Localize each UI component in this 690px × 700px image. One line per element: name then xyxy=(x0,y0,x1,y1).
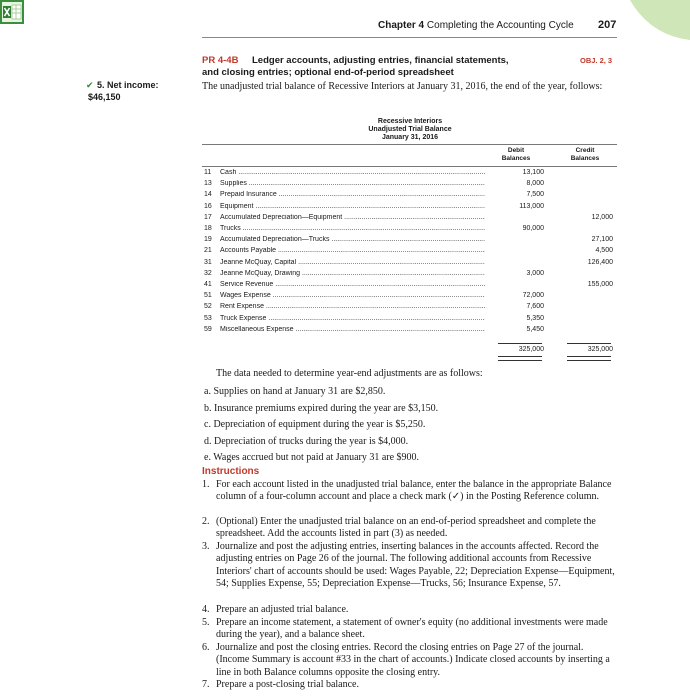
credit-cell: 126,400 xyxy=(587,258,613,266)
debit-cell: 3,000 xyxy=(526,269,544,277)
debit-header-line1: Debit xyxy=(507,147,525,154)
account-name-cell: Service Revenue ..... xyxy=(220,281,485,288)
instruction-text: Journalize and post the closing entries. Record the closing entries on Page 27 of the journal. (Income Summary is account #33 in the chart of accounts.) Indicate closed accounts by inserting a line in both Balance columns opposite the closing entry. xyxy=(216,642,610,678)
credit-cell: 27,100 xyxy=(591,236,613,244)
tb-date: January 31, 2016 xyxy=(381,134,439,141)
instruction-text: (Optional) Enter the unadjusted trial balance on an end-of-period spreadsheet and complete the spreadsheet. Add the accounts listed in part (3) as needed. xyxy=(216,516,596,540)
account-name-cell: Accounts Payable ..... xyxy=(220,247,485,254)
account-name-cell: Jeanne McQuay, Capital ..... xyxy=(220,259,485,266)
table-row xyxy=(204,247,617,258)
debit-cell: 72,000 xyxy=(522,292,544,300)
debit-cell: 90,000 xyxy=(522,225,544,232)
instruction-item xyxy=(202,617,618,642)
instructions-heading: Instructions xyxy=(202,466,260,477)
table-row xyxy=(204,259,617,270)
instruction-item xyxy=(202,679,618,691)
instruction-item xyxy=(202,479,618,504)
problem-intro: The unadjusted trial balance of Recessive Interiors at January 31, 2016, the end of the year, follows: xyxy=(202,81,603,92)
debit-cell: 5,450 xyxy=(526,325,544,333)
account-number-cell: 52 xyxy=(204,303,212,311)
adjustment-item: b. Insurance premiums expired during the year are $3,150. xyxy=(204,402,439,414)
account-number-cell: 17 xyxy=(204,213,212,221)
header-divider xyxy=(202,37,617,38)
instruction-item xyxy=(202,516,618,541)
table-row xyxy=(204,203,617,214)
adjustment-item: c. Depreciation of equipment during the year is $5,250. xyxy=(204,419,426,430)
page-number: 207 xyxy=(598,19,617,31)
tb-company: Recessive Interiors xyxy=(377,118,443,125)
instruction-item xyxy=(202,642,618,679)
debit-column-header xyxy=(490,147,542,163)
instruction-item xyxy=(202,541,618,591)
account-name-cell: Supplies ..... xyxy=(220,180,485,187)
credit-header-line2: Balances xyxy=(570,155,600,162)
account-name-cell: Accumulated Depreciation—Equipment ..... xyxy=(220,214,485,221)
page-corner-decoration xyxy=(620,0,690,40)
credit-header-line1: Credit xyxy=(575,147,595,154)
tb-header-rule xyxy=(202,166,617,167)
debit-subtotal-line xyxy=(498,343,542,344)
instruction-text: Prepare an adjusted trial balance. xyxy=(216,604,349,615)
account-name-cell: Miscellaneous Expense ..... xyxy=(220,326,485,333)
debit-cell: 13,100 xyxy=(522,169,544,176)
credit-column-header xyxy=(559,147,611,163)
problem-title-line1: Ledger accounts, adjusting entries, financial statements, xyxy=(252,55,509,66)
instruction-number: 5. xyxy=(202,617,210,628)
account-name-cell: Truck Expense ..... xyxy=(220,315,485,322)
adjustment-item: d. Depreciation of trucks during the year is $4,000. xyxy=(204,435,409,447)
instruction-number: 1. xyxy=(202,479,210,490)
table-row xyxy=(204,270,617,281)
account-name-cell: Jeanne McQuay, Drawing ..... xyxy=(220,270,485,277)
account-name-cell: Cash ..... xyxy=(220,169,485,176)
instruction-text: Journalize and post the adjusting entries, inserting balances in the accounts affected. Record the adjusting entries on Page 26 of the journal. The following additional accounts from Recessive Interiors' chart of accounts should be used: Wages Payable, 22; Depreciation Expense—Equipment, 54; Supplies Expense, 55; Depreciation Expense—Trucks, 56; Insurance Expense, 57. xyxy=(216,541,615,590)
account-number-cell: 59 xyxy=(204,325,212,333)
credit-cell: 155,000 xyxy=(587,281,613,288)
account-name-cell: Trucks ..... xyxy=(220,225,485,232)
debit-cell: 8,000 xyxy=(526,180,544,188)
table-row xyxy=(204,236,617,247)
instruction-text: Prepare a post-closing trial balance. xyxy=(216,679,359,690)
chapter-label: Chapter 4 xyxy=(378,20,425,31)
chapter-heading xyxy=(378,20,574,31)
credit-cell: 4,500 xyxy=(595,247,613,255)
chapter-title: Completing the Accounting Cycle xyxy=(426,20,574,31)
account-number-cell: 13 xyxy=(204,180,212,188)
total-debit: 325,000 xyxy=(518,346,544,353)
instruction-number: 4. xyxy=(202,604,210,615)
account-number-cell: 11 xyxy=(204,169,212,176)
margin-note-label: 5. Net income: xyxy=(97,80,159,90)
adjustments-intro: The data needed to determine year-end adjustments are as follows: xyxy=(216,368,483,379)
problem-code: PR 4-4B xyxy=(202,55,239,66)
spreadsheet-icon[interactable] xyxy=(0,0,24,24)
instruction-item xyxy=(202,604,618,616)
credit-total-double-line xyxy=(567,356,611,361)
instruction-number: 3. xyxy=(202,541,210,552)
debit-cell: 113,000 xyxy=(519,202,544,210)
instruction-number: 6. xyxy=(202,642,210,653)
account-number-cell: 41 xyxy=(204,281,212,288)
table-row xyxy=(204,191,617,202)
instruction-number: 2. xyxy=(202,516,210,527)
instruction-number: 7. xyxy=(202,679,210,690)
account-name-cell: Accumulated Depreciation—Trucks ..... xyxy=(220,236,485,243)
account-number-cell: 21 xyxy=(204,247,212,255)
debit-total-double-line xyxy=(498,356,542,361)
adjustment-item: a. Supplies on hand at January 31 are $2,850. xyxy=(204,386,386,397)
account-number-cell: 53 xyxy=(204,314,212,322)
account-name-cell: Equipment ..... xyxy=(220,203,485,210)
account-name-cell: Prepaid Insurance ..... xyxy=(220,191,485,198)
adjustment-item: e. Wages accrued but not paid at January 31 are $900. xyxy=(204,452,420,463)
debit-cell: 7,500 xyxy=(526,191,544,199)
account-number-cell: 51 xyxy=(204,292,212,300)
table-row xyxy=(204,303,617,314)
table-row xyxy=(204,281,617,292)
objectives-label: OBJ. 2, 3 xyxy=(580,56,613,65)
debit-cell: 7,600 xyxy=(526,303,544,311)
check-icon: ✔ xyxy=(86,80,94,90)
tb-title: Unadjusted Trial Balance xyxy=(368,126,452,133)
account-number-cell: 19 xyxy=(204,236,212,244)
debit-header-line2: Balances xyxy=(501,155,531,162)
credit-subtotal-line xyxy=(567,343,611,344)
total-credit: 325,000 xyxy=(587,346,613,353)
instruction-text: For each account listed in the unadjusted trial balance, enter the balance in the appropriate Balance column of a four-column account and place a check mark (✓) in the Posting Reference column. xyxy=(216,479,612,503)
problem-title-line2: and closing entries; optional end-of-period spreadsheet xyxy=(202,67,454,78)
table-row xyxy=(204,225,617,236)
account-number-cell: 16 xyxy=(204,202,212,210)
account-name-cell: Rent Expense ..... xyxy=(220,303,485,310)
table-row xyxy=(204,180,617,191)
account-number-cell: 18 xyxy=(204,225,212,232)
credit-cell: 12,000 xyxy=(591,213,613,221)
account-number-cell: 14 xyxy=(204,191,212,199)
margin-note-amount: $46,150 xyxy=(88,92,121,102)
debit-cell: 5,350 xyxy=(526,314,544,322)
tb-top-rule xyxy=(202,144,617,145)
account-number-cell: 31 xyxy=(204,258,212,266)
table-row xyxy=(204,214,617,225)
account-number-cell: 32 xyxy=(204,269,212,277)
instruction-text: Prepare an income statement, a statement of owner's equity (no additional investments were made during the year), and a balance sheet. xyxy=(216,617,608,641)
table-row xyxy=(204,292,617,303)
account-name-cell: Wages Expense ..... xyxy=(220,292,485,299)
table-row xyxy=(204,326,617,337)
table-row xyxy=(204,315,617,326)
table-row xyxy=(204,169,617,180)
